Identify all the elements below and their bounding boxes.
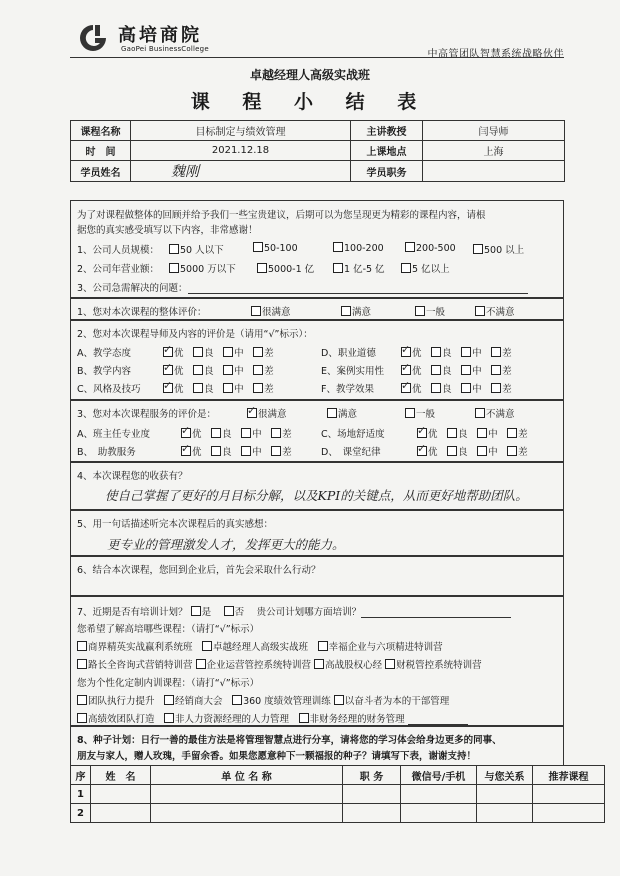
overall-label: 1、您对本次课程的整体评价： <box>77 307 207 318</box>
checkbox-icon[interactable] <box>491 383 501 393</box>
checkbox-icon[interactable] <box>164 695 174 705</box>
table-cell[interactable] <box>151 785 343 804</box>
lecturer-eval-label: 2、您对本次课程导师及内容的评价是（请用“√”标示）： <box>77 329 313 340</box>
q8-section <box>70 726 564 766</box>
urgent-issue-input[interactable] <box>188 283 528 294</box>
size-option-4[interactable]: 200-500 <box>405 242 456 254</box>
gaopei-logo-icon <box>74 22 112 54</box>
checkbox-icon[interactable] <box>257 263 267 273</box>
eval-item-label: D、职业道德 <box>321 348 376 359</box>
brand-english-name: GaoPei BusinessCollege <box>121 45 209 53</box>
table-cell[interactable] <box>343 785 401 804</box>
checkbox-icon[interactable] <box>415 306 425 316</box>
revenue-option-1[interactable]: 5000 万以下 <box>169 261 236 275</box>
header-divider <box>70 57 564 58</box>
checkbox-icon[interactable] <box>241 446 251 456</box>
q4-label: 4、本次课程您的收获有？ <box>77 471 188 482</box>
checkbox-icon[interactable] <box>271 428 281 438</box>
q-revenue <box>77 261 159 275</box>
table-cell[interactable] <box>91 785 151 804</box>
service-eval-label: 3、您对本次课程服务的评价是： <box>77 409 217 420</box>
header-cell: 序 <box>71 766 91 785</box>
overall-option-4[interactable]: 不满意 <box>475 304 515 318</box>
size-option-3[interactable]: 100-200 <box>333 242 384 254</box>
service-item-label: A、班主任专业度 <box>77 429 150 440</box>
service-grade-row: ✓ 优 良 中 差 <box>417 426 528 440</box>
q7-courses-label: 您希望了解高培哪些课程：（请打“√”标示） <box>77 624 260 635</box>
position-value[interactable] <box>423 161 565 182</box>
header-cell: 职 务 <box>343 766 401 785</box>
checkbox-icon[interactable] <box>211 446 221 456</box>
q5-label: 5、用一句话描述听完本次课程后的真实感想： <box>77 519 274 530</box>
service-item-label: D、 课堂纪律 <box>321 447 381 458</box>
checkbox-icon[interactable] <box>191 606 201 616</box>
brand-name: 高培商院 <box>118 25 202 46</box>
lecturer-value[interactable]: 闫导师 <box>423 121 565 141</box>
checkbox-icon[interactable] <box>77 659 87 669</box>
checkbox-icon[interactable] <box>169 263 179 273</box>
q7-plan-label: 贵公司计划哪方面培训？ <box>256 607 362 618</box>
checkbox-icon[interactable] <box>507 428 517 438</box>
course-name-value[interactable]: 目标制定与绩效管理 <box>131 121 351 141</box>
custom-row-1: 团队执行力提升 经销商大会 360 度绩效管理训练 以奋斗者为本的干部管理 <box>77 693 449 707</box>
table-cell[interactable] <box>91 804 151 823</box>
table-cell[interactable] <box>343 804 401 823</box>
course-info-table <box>70 120 565 182</box>
checkbox-icon[interactable] <box>223 347 233 357</box>
checkbox-icon[interactable] <box>405 408 415 418</box>
checkbox-icon[interactable] <box>405 242 415 252</box>
overall-option-3[interactable]: 一般 <box>415 304 445 318</box>
q4-section <box>70 462 564 510</box>
size-option-1[interactable]: 50 人以下 <box>169 242 224 256</box>
checkbox-icon[interactable] <box>431 347 441 357</box>
checkbox-icon[interactable] <box>461 383 471 393</box>
q4-answer[interactable]: 使自己掌握了更好的月目标分解，以及KPI的关键点，从而更好地帮助团队。 <box>105 488 528 503</box>
eval-grade-row: ✓ 优 良 中 差 <box>163 345 274 359</box>
checkbox-icon[interactable] <box>333 242 343 252</box>
checkbox-icon[interactable] <box>163 365 173 375</box>
checkbox-icon[interactable] <box>202 641 212 651</box>
table-cell[interactable] <box>401 804 477 823</box>
referral-header-row <box>71 766 605 785</box>
student-name-label: 学员姓名 <box>71 161 131 182</box>
q-company-size-label: 1、公司人员规模： <box>77 245 160 256</box>
checkbox-icon[interactable] <box>341 306 351 316</box>
q7-plan-row: 7、近期是否有培训计划？ 是 否 贵公司计划哪方面培训？ <box>77 604 511 618</box>
intro-section <box>70 200 564 298</box>
size-option-5[interactable]: 500 以上 <box>473 242 524 256</box>
student-name-field[interactable] <box>131 161 351 182</box>
checkbox-icon[interactable] <box>247 408 257 418</box>
service-eval-section <box>70 400 564 462</box>
q6-section <box>70 556 564 596</box>
checkbox-icon[interactable] <box>77 695 87 705</box>
checkbox-icon[interactable] <box>417 428 427 438</box>
service-grade-row: ✓ 优 良 中 差 <box>181 444 292 458</box>
checkbox-icon[interactable] <box>327 408 337 418</box>
revenue-option-4[interactable]: 5 亿以上 <box>401 261 450 275</box>
page-header <box>0 0 620 70</box>
time-value[interactable]: 2021.12.18 <box>131 141 351 161</box>
row-index: 1 <box>71 785 91 804</box>
checkbox-icon[interactable] <box>253 383 263 393</box>
checkbox-icon[interactable] <box>473 244 483 254</box>
eval-grade-row: ✓ 优 良 中 差 <box>401 363 512 377</box>
size-option-2[interactable]: 50-100 <box>253 242 298 254</box>
checkbox-icon[interactable] <box>491 365 501 375</box>
checkbox-icon[interactable] <box>253 365 263 375</box>
checkbox-icon[interactable] <box>253 242 263 252</box>
intro-line-1: 为了对课程做整体的回顾并给予我们一些宝贵建议，后期可以为您呈现更为精彩的课程内容，请根 <box>77 210 486 221</box>
overall-section <box>70 298 564 320</box>
checkbox-icon[interactable] <box>461 365 471 375</box>
checkbox-icon[interactable] <box>163 347 173 357</box>
checkbox-icon[interactable] <box>241 428 251 438</box>
checkbox-icon[interactable] <box>224 606 234 616</box>
q7-custom-label: 您为个性化定制内训课程：（请打“√”标示） <box>77 678 260 689</box>
course-row-1: 商界精英实战赢利系统班 卓越经理人高级实战班 幸福企业与六项精进特训营 <box>77 639 443 653</box>
checkbox-icon[interactable] <box>77 641 87 651</box>
lecturer-eval-section <box>70 320 564 400</box>
checkbox-icon[interactable] <box>431 365 441 375</box>
checkbox-icon[interactable] <box>385 659 395 669</box>
checkbox-icon[interactable] <box>193 383 203 393</box>
checkbox-icon[interactable] <box>163 383 173 393</box>
checkbox-icon[interactable] <box>333 263 343 273</box>
eval-item-label: F、教学效果 <box>321 384 374 395</box>
service-item-label: B、 助教服务 <box>77 447 136 458</box>
service-option-4[interactable]: 不满意 <box>475 406 515 420</box>
eval-item-label: E、案例实用性 <box>321 366 385 377</box>
checkbox-icon[interactable] <box>314 659 324 669</box>
q-urgent-issue <box>77 280 528 294</box>
service-grade-row: ✓ 优 良 中 差 <box>417 444 528 458</box>
checkbox-icon[interactable] <box>401 383 411 393</box>
checkbox-icon[interactable] <box>401 347 411 357</box>
checkbox-icon[interactable] <box>196 659 206 669</box>
q7-section <box>70 596 564 726</box>
q8-line-1: 8、种子计划：日行一善的最佳方法是将管理智慧点进行分享，请将您的学习体会给身边更多的同事、 <box>77 735 502 746</box>
checkbox-icon[interactable] <box>181 446 191 456</box>
table-cell[interactable] <box>151 804 343 823</box>
header-cell: 推荐课程 <box>533 766 605 785</box>
table-cell[interactable] <box>477 804 533 823</box>
table-cell[interactable] <box>533 785 605 804</box>
service-option-2[interactable]: 满意 <box>327 406 357 420</box>
header-cell: 与您关系 <box>477 766 533 785</box>
course-series: 卓越经理人高级实战班 <box>249 68 370 82</box>
header-cell: 微信号/手机 <box>401 766 477 785</box>
header-slogan: 中高管团队智慧系统战略伙伴 <box>427 49 564 60</box>
eval-grade-row: ✓ 优 良 中 差 <box>401 345 512 359</box>
q7-label: 7、近期是否有培训计划？ <box>77 607 188 618</box>
checkbox-icon[interactable] <box>271 446 281 456</box>
page-title: 课 程 小 结 表 <box>190 91 430 113</box>
eval-grade-row: ✓ 优 良 中 差 <box>401 381 512 395</box>
position-label: 学员职务 <box>351 161 423 182</box>
eval-grade-row: ✓ 优 良 中 差 <box>163 381 274 395</box>
q6-label: 6、结合本次课程，您回到企业后，首先会采取什么行动？ <box>77 565 321 576</box>
intro-line-2: 据您的真实感受填写以下内容，非常感谢！ <box>77 225 258 236</box>
referral-table <box>70 765 605 823</box>
table-cell[interactable] <box>533 804 605 823</box>
revenue-option-2[interactable]: 5000-1 亿 <box>257 261 314 275</box>
table-row <box>71 804 605 823</box>
revenue-option-3[interactable]: 1 亿-5 亿 <box>333 261 385 275</box>
training-plan-input[interactable] <box>361 607 511 618</box>
eval-item-label: C、风格及技巧 <box>77 384 141 395</box>
checkbox-icon[interactable] <box>475 408 485 418</box>
checkbox-icon[interactable] <box>491 347 501 357</box>
course-name-label: 课程名称 <box>71 121 131 141</box>
checkbox-icon[interactable] <box>431 383 441 393</box>
checkbox-icon[interactable] <box>461 347 471 357</box>
location-value[interactable]: 上海 <box>423 141 565 161</box>
checkbox-icon[interactable] <box>507 446 517 456</box>
checkbox-icon[interactable] <box>401 365 411 375</box>
checkbox-icon[interactable] <box>193 365 203 375</box>
q8-line-2: 朋友与家人，赠人玫瑰，手留余香。如果您愿意种下一颗福报的种子？请填写下表，谢谢支持！ <box>77 751 477 762</box>
time-label: 时 间 <box>71 141 131 161</box>
table-cell[interactable] <box>477 785 533 804</box>
checkbox-icon[interactable] <box>253 347 263 357</box>
location-label: 上课地点 <box>351 141 423 161</box>
q-revenue-label: 2、公司年营业额： <box>77 264 160 275</box>
eval-item-label: B、教学内容 <box>77 366 132 377</box>
custom-course-input[interactable] <box>408 714 468 725</box>
service-option-1[interactable]: ✓ 很满意 <box>247 406 287 420</box>
row-index: 2 <box>71 804 91 823</box>
checkbox-icon[interactable] <box>417 446 427 456</box>
checkbox-icon[interactable] <box>211 428 221 438</box>
checkbox-icon[interactable] <box>232 695 242 705</box>
course-row-2: 路长全咨询式营销特训营 企业运营管控系统特训营 高战股权心经 财税管控系统特训营 <box>77 657 482 671</box>
table-cell[interactable] <box>401 785 477 804</box>
student-signature: 魏刚 <box>171 164 199 180</box>
lecturer-label: 主讲教授 <box>351 121 423 141</box>
eval-item-label: A、教学态度 <box>77 348 131 359</box>
service-grade-row: ✓ 优 良 中 差 <box>181 426 292 440</box>
checkbox-icon[interactable] <box>223 365 233 375</box>
checkbox-icon[interactable] <box>181 428 191 438</box>
q-company-size <box>77 242 159 256</box>
checkbox-icon[interactable] <box>447 428 457 438</box>
checkbox-icon[interactable] <box>477 428 487 438</box>
table-row <box>71 785 605 804</box>
q5-answer[interactable]: 更专业的管理激发人才，发挥更大的能力。 <box>107 537 345 552</box>
overall-option-1[interactable]: 很满意 <box>251 304 291 318</box>
custom-row-2: 高绩效团队打造 非人力资源经理的人力管理 非财务经理的财务管理 <box>77 711 468 725</box>
checkbox-icon[interactable] <box>477 446 487 456</box>
checkbox-icon[interactable] <box>475 306 485 316</box>
overall-option-2[interactable]: 满意 <box>341 304 371 318</box>
checkbox-icon[interactable] <box>318 641 328 651</box>
q5-section <box>70 510 564 556</box>
service-option-3[interactable]: 一般 <box>405 406 435 420</box>
checkbox-icon[interactable] <box>299 713 309 723</box>
checkbox-icon[interactable] <box>164 713 174 723</box>
header-cell: 姓 名 <box>91 766 151 785</box>
checkbox-icon[interactable] <box>251 306 261 316</box>
checkbox-icon[interactable] <box>334 695 344 705</box>
service-item-label: C、场地舒适度 <box>321 429 385 440</box>
checkbox-icon[interactable] <box>401 263 411 273</box>
eval-grade-row: ✓ 优 良 中 差 <box>163 363 274 377</box>
header-cell: 单 位 名 称 <box>151 766 343 785</box>
checkbox-icon[interactable] <box>447 446 457 456</box>
checkbox-icon[interactable] <box>193 347 203 357</box>
checkbox-icon[interactable] <box>169 244 179 254</box>
checkbox-icon[interactable] <box>223 383 233 393</box>
checkbox-icon[interactable] <box>77 713 87 723</box>
q-urgent-issue-label: 3、公司急需解决的问题： <box>77 283 188 294</box>
